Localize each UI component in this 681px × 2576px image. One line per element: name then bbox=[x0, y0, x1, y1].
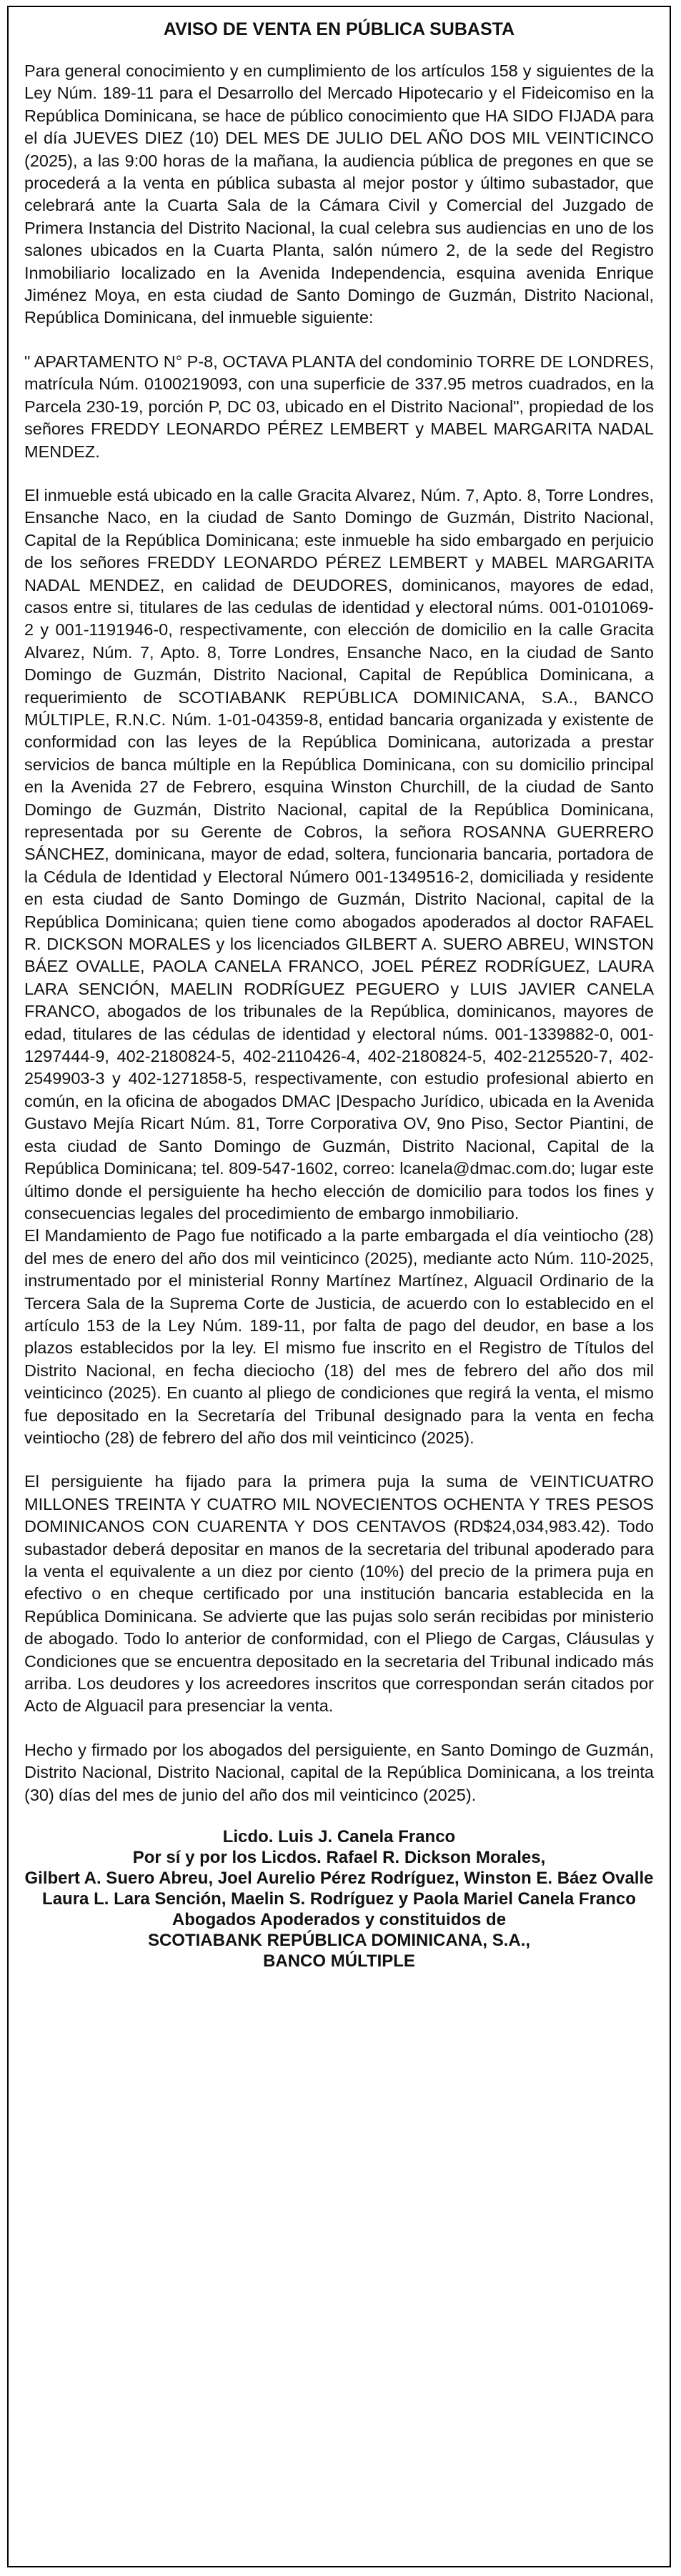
signature-line: Abogados Apoderados y constituidos de bbox=[172, 1910, 507, 1930]
paragraph-announcement: Para general conocimiento y en cumplimiento de los artículos 158 y siguientes de la Ley Núm. 189-11 para el Desarrollo del Mercado Hipotecario y el Fideicomiso en la República Dominicana, se hace de público conocimiento que HA SIDO FIJADA para el día JUEVES DIEZ (10) DEL MES DE JULIO DEL AÑO DOS MIL VEINTICINCO (2025), a las 9:00 horas de la mañana, la audiencia pública de pregones en que se procederá a la venta en pública subasta al mejor postor y último subastador, que celebrará ante la Cuarta Sala de la Cámara Civil y Comercial del Juzgado de Primera Instancia del Distrito Nacional, la cual celebra sus audiencias en uno de los salones ubicados en la Cuarta Planta, salón número 2, de la sede del Registro Inmobiliario localizado en la Avenida Independencia, esquina avenida Enrique Jiménez Moya, en esta ciudad de Santo Domingo de Guzmán, Distrito Nacional, República Dominicana, del inmueble siguiente: bbox=[24, 61, 654, 327]
paragraph-payment-order: El Mandamiento de Pago fue notificado a la parte embargada el día veintiocho (28) del mes de enero del año dos mil veinticinco (2025), mediante acto Núm. 110-2025, instrumentado por el ministerial Ronny Martínez Martínez, Alguacil Ordinario de la Tercera Sala de la Suprema Corte de Justicia, de acuerdo con lo establecido en el artículo 153 de la Ley Núm. 189-11, por falta de pago del deudor, en base a los plazos establecidos por la ley. El mismo fue inscrito en el Registro de Títulos del Distrito Nacional, en fecha dieciocho (18) del mes de febrero del año dos mil veinticinco (2025). En cuanto al pliego de condiciones que regirá la venta, el mismo fue depositado en la Secretaría del Tribunal designado para la venta en fecha veintiocho (28) de febrero del año dos mil veinticinco (2025). bbox=[24, 1226, 654, 1447]
signature-line: SCOTIABANK REPÚBLICA DOMINICANA, S.A., bbox=[147, 1931, 531, 1951]
auction-notice bbox=[7, 6, 671, 2567]
paragraph-signed: Hecho y firmado por los abogados del persiguiente, en Santo Domingo de Guzmán, Distrito Nacional, Distrito Nacional, capital de la República Dominicana, a los treinta (30) días del mes de junio del año dos mil veinticinco (2025). bbox=[24, 1740, 654, 1804]
notice-title: AVISO DE VENTA EN PÚBLICA SUBASTA bbox=[163, 19, 515, 39]
signature-line: Licdo. Luis J. Canela Franco bbox=[222, 1827, 456, 1847]
paragraph-location-parties: El inmueble está ubicado en la calle Gracita Alvarez, Núm. 7, Apto. 8, Torre Londres, Ensanche Naco, en la ciudad de Santo Domingo de Guzmán, Distrito Nacional, Capital de la República Dominicana; este inmueble ha sido embargado en perjuicio de los señores FREDDY LEONARDO PÉREZ LEMBERT y MABEL MARGARITA NADAL MENDEZ, en calidad de DEUDORES, dominicanos, mayores de edad, casos entre si, titulares de las cedulas de identidad y electoral núms. 001-0101069-2 y 001-1191946-0, respectivamente, con elección de domicilio en la calle Gracita Alvarez, Núm. 7, Apto. 8, Torre Londres, Ensanche Naco, en la ciudad de Santo Domingo de Guzmán, Distrito Nacional, Capital de República Dominicana, a requerimiento de SCOTIABANK REPÚBLICA DOMINICANA, S.A., BANCO MÚLTIPLE, R.N.C. Núm. 1-01-04359-8, entidad bancaria organizada y existente de conformidad con las leyes de la República Dominicana, autorizada a prestar servicios de banca múltiple en la República Dominicana, con su domicilio principal en la Avenida 27 de Febrero, esquina Winston Churchill, de la ciudad de Santo Domingo de Guzmán, Distrito Nacional, capital de la República Dominicana, representada por su Gerente de Cobros, la señora ROSANNA GUERRERO SÁNCHEZ, dominicana, mayor de edad, soltera, funcionaria bancaria, portadora de la Cédula de Identidad y Electoral Número 001-1349516-2, domiciliada y residente en esta ciudad de Santo Domingo de Guzmán, Distrito Nacional, capital de la República Dominicana; quien tiene como abogados apoderados al doctor RAFAEL R. DICKSON MORALES y los licenciados GILBERT A. SUERO ABREU, WINSTON BÁEZ OVALLE, PAOLA CANELA FRANCO, JOEL PÉREZ RODRÍGUEZ, LAURA LARA SENCIÓN, MAELIN RODRÍGUEZ PEGUERO y LUIS JAVIER CANELA FRANCO, abogados de los tribunales de la República, dominicanos, mayores de edad, titulares de las cédulas de identidad y electoral núms. 001-1339882-0, 001-1297444-9, 402-2180824-5, 402-2110426-4, 402-2180824-5, 402-2125520-7, 402-2549903-3 y 402-1271858-5, respectivamente, con estudio profesional abierto en común, en la oficina de abogados DMAC |Despacho Jurídico, ubicada en la Avenida Gustavo Mejía Ricart Núm. 81, Torre Corporativa OV, 9no Piso, Sector Piantini, de esta ciudad de Santo Domingo de Guzmán, Distrito Nacional, Capital de la República Dominicana; tel. 809-547-1602, correo: lcanela@dmac.com.do; lugar este último donde el persiguiente ha hecho elección de domicilio para todos los fines y consecuencias legales del procedimiento de embargo inmobiliario. bbox=[24, 485, 654, 1223]
paragraph-property: " APARTAMENTO N° P-8, OCTAVA PLANTA del condominio TORRE DE LONDRES, matrícula Núm. 0100219093, con una superficie de 337.95 metros cuadrados, en la Parcela 230-19, porción P, DC 03, ubicado en el Distrito Nacional", propiedad de los señores FREDDY LEONARDO PÉREZ LEMBERT y MABEL MARGARITA NADAL MENDEZ. bbox=[24, 352, 654, 461]
signature-block bbox=[24, 1826, 654, 1971]
signature-line: Laura L. Lara Sención, Maelin S. Rodríguez y Paola Mariel Canela Franco bbox=[42, 1889, 636, 1909]
signature-line: Gilbert A. Suero Abreu, Joel Aurelio Pérez Rodríguez, Winston E. Báez Ovalle bbox=[24, 1869, 654, 1889]
signature-line: BANCO MÚLTIPLE bbox=[263, 1951, 415, 1971]
paragraph-first-bid: El persiguiente ha fijado para la primera puja la suma de VEINTICUATRO MILLONES TREINTA Y CUATRO MIL NOVECIENTOS OCHENTA Y TRES PESOS DOMINICANOS CON CUARENTA Y DOS CENTAVOS (RD$24,034,983.42). Todo subastador deberá depositar en manos de la secretaria del tribunal apoderado para la venta el equivalente a un diez por ciento (10%) del precio de la primera puja en efectivo o en cheque certificado por una institución bancaria establecida en la República Dominicana. Se advierte que las pujas solo serán recibidas por ministerio de abogado. Todo lo anterior de conformidad, con el Pliego de Cargas, Cláusulas y Condiciones que se encuentra depositado en la secretaria del Tribunal indicado más arriba. Los deudores y los acreedores inscritos que correspondan serán citados por Acto de Alguacil para presenciar la venta. bbox=[24, 1472, 654, 1716]
signature-line: Por sí y por los Licdos. Rafael R. Dickson Morales, bbox=[132, 1848, 546, 1868]
